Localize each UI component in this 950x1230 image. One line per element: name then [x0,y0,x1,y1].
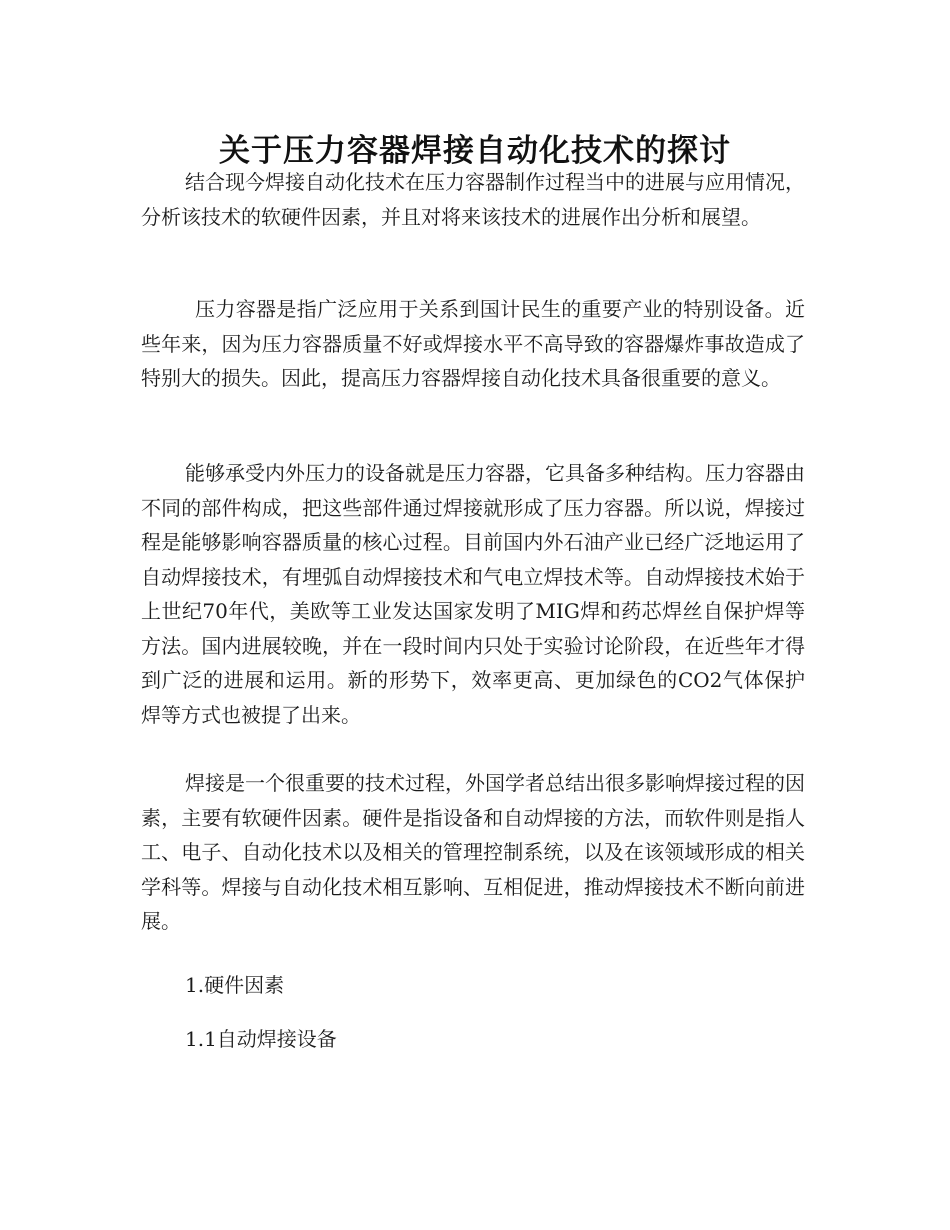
paragraph-intro: 压力容器是指广泛应用于关系到国计民生的重要产业的特别设备。近些年来，因为压力容器质量不好或焊接水平不高导致的容器爆炸事故造成了特别大的损失。因此，提高压力容器焊接自动化技术具备很重要的意义。 [141,297,805,390]
subsection-heading-equipment: 1.1自动焊接设备 [185,1027,337,1051]
section-heading-hardware: 1.硬件因素 [185,973,285,997]
paragraph-background: 能够承受内外压力的设备就是压力容器，它具备多种结构。压力容器由不同的部件构成，把这些部件通过焊接就形成了压力容器。所以说，焊接过程是能够影响容器质量的核心过程。目前国内外石油产业已经广泛地运用了自动焊接技术，有埋弧自动焊接技术和气电立焊技术等。自动焊接技术始于上世纪70年代，美欧等工业发达国家发明了MIG焊和药芯焊丝自保护焊等方法。国内进展较晚，并在一段时间内只处于实验讨论阶段，在近些年才得到广泛的进展和运用。新的形势下，效率更高、更加绿色的CO2气体保护焊等方式也被提了出来。 [141,461,805,727]
paragraph-abstract: 结合现今焊接自动化技术在压力容器制作过程当中的进展与应用情况，分析该技术的软硬件因素，并且对将来该技术的进展作出分析和展望。 [141,170,805,229]
page-title: 关于压力容器焊接自动化技术的探讨 [219,132,731,169]
paragraph-factors: 焊接是一个很重要的技术过程，外国学者总结出很多影响焊接过程的因素，主要有软硬件因素。硬件是指设备和自动焊接的方法，而软件则是指人工、电子、自动化技术以及相关的管理控制系统，以及在该领域形成的相关学科等。焊接与自动化技术相互影响、互相促进，推动焊接技术不断向前进展。 [141,771,805,933]
